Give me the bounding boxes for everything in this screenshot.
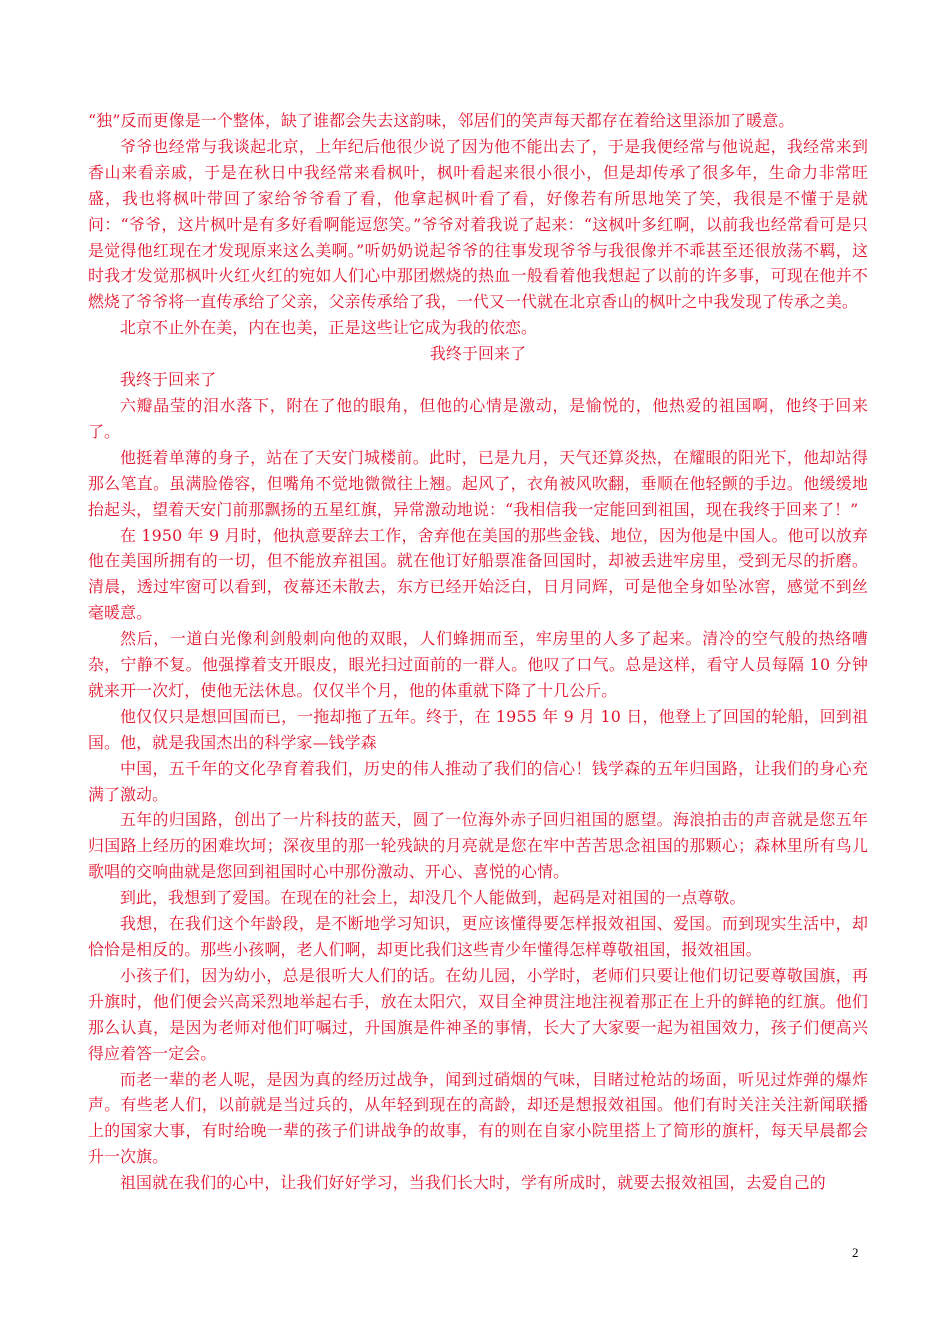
paragraph-tears: 六瓣晶莹的泪水落下，附在了他的眼角，但他的心情是激动，是愉悦的，他热爱的祖国啊，他终于回来了。 xyxy=(88,395,868,441)
paragraph-patriotism: 到此，我想到了爱国。在现在的社会上，却没几个人能做到，起码是对祖国的一点尊敬。 xyxy=(120,888,746,908)
paragraph-1950: 在 1950 年 9 月时，他执意要辞去工作，舍弃他在美国的那些金钱、地位，因为他是中国人。他可以放弃他在美国所拥有的一切，但不能放弃祖国。就在他订好船票准备回国时，却被丢进牢房里，受到无尽的折磨。清晨，透过牢窗可以看到，夜幕还未散去，东方已经开始泛白，日月同辉，可是他全身如坠冰窖，感觉不到丝毫暖意。 xyxy=(88,525,868,623)
paragraph-tiananmen: 他挺着单薄的身子，站在了天安门城楼前。此时，已是九月，天气还算炎热，在耀眼的阳光下，他却站得那么笔直。虽满脸倦容，但嘴角不觉地微微往上翘。起风了，衣角被风吹翻，垂顺在他轻颤的手边。他缓缓地抬起头，望着天安门前那飘扬的五星红旗，异常激动地说：“我相信我一定能回到祖国，现在我终于回来了！” xyxy=(88,447,868,519)
paragraph-children: 小孩子们，因为幼小，总是很听大人们的话。在幼儿园，小学时，老师们只要让他们切记要尊敬国旗，再升旗时，他们便会兴高采烈地举起右手，放在太阳穴，双目全神贯注地注视着那正在上升的鲜艳的红旗。他们那么认真，是因为老师对他们叮嘱过，升国旗是件神圣的事情，长大了大家要一起为祖国效力，孩子们便高兴得应着答一定会。 xyxy=(88,965,868,1063)
paragraph-five-thousand-years: 中国，五千年的文化孕育着我们，历史的伟人推动了我们的信心！钱学森的五年归国路，让我们的身心充满了激动。 xyxy=(88,758,868,804)
essay-opening-line: 我终于回来了 xyxy=(120,370,217,390)
paragraph-our-age: 我想，在我们这个年龄段，是不断地学习知识，更应该懂得要怎样报效祖国、爱国。而到现实生活中，却恰恰是相反的。那些小孩啊，老人们啊，却更比我们这些青少年懂得怎样尊敬祖国，报效祖国。 xyxy=(88,914,868,959)
paragraph-return-journey: 五年的归国路，创出了一片科技的蓝天，圆了一位海外赤子回归祖国的愿望。海浪拍击的声音就是您五年归国路上经历的困难坎坷；深夜里的那一轮残缺的月亮就是您在牢中苦苦思念祖国的那颗心；森林里所有鸟儿歌唱的交响曲就是您回到祖国时心中那份激动、开心、喜悦的心情。 xyxy=(88,810,868,882)
paragraph-elders: 而老一辈的老人呢，是因为真的经历过战争，闻到过硝烟的气味，目睹过枪站的场面，听见过炸弹的爆炸声。有些老人们，以前就是当过兵的，从年轻到现在的高龄，却还是想报效祖国。他们有时关注关注新闻联播上的国家大事，有时给晚一辈的孩子们讲战争的故事，有的则在自家小院里搭上了简形的旗杆，每天早晨都会升一次旗。 xyxy=(88,1069,868,1167)
paragraph-intro-continuation: “独”反而更像是一个整体，缺了谁都会失去这韵味，邻居们的笑声每天都存在着给这里添加了暖意。 xyxy=(88,111,795,130)
essay-title: 我终于回来了 xyxy=(429,344,527,364)
paragraph-beijing-conclusion: 北京不止外在美，内在也美，正是这些让它成为我的依恋。 xyxy=(120,318,538,338)
paragraph-closing: 祖国就在我们的心中，让我们好好学习，当我们长大时，学有所成时，就要去报效祖国，去爱自己的 xyxy=(120,1173,826,1193)
paragraph-1955-return: 他仅仅只是想回国而已，一拖却拖了五年。终于，在 1955 年 9 月 10 日，他登上了回国的轮船，回到祖国。他，就是我国杰出的科学家—钱学森 xyxy=(88,706,868,752)
page-number: 2 xyxy=(852,1245,859,1260)
paragraph-grandpa-maple-leaf: 爷爷也经常与我谈起北京，上年纪后他很少说了因为他不能出去了，于是我便经常与他说起，我经常来到香山来看亲戚，于是在秋日中我经常来看枫叶，枫叶看起来很小很小，但是却传承了很多年，生命力非常旺盛，我也将枫叶带回了家给爷爷看了看，他拿起枫叶看了看，好像若有所思地笑了笑，我很是不懂于是就问：“爷爷，这片枫叶是有多好看啊能逗您笑。”爷爷对着我说了起来：“这枫叶多红啊，以前我也经常看可是只是觉得他红现在才发现原来这么美啊。”听奶奶说起爷爷的往事发现爷爷与我很像并不乖甚至还很放荡不羁，这时我才发觉那枫叶火红火红的宛如人们心中那团燃烧的热血一般看着他我想起了以前的许多事，可现在他并不燃烧了爷爷将一直传承给了父亲，父亲传承给了我，一代又一代就在北京香山的枫叶之中我发现了传承之美。 xyxy=(88,136,868,312)
paragraph-prison: 然后，一道白光像利剑般刺向他的双眼，人们蜂拥而至，牢房里的人多了起来。清冷的空气般的热络嘈杂，宁静不复。他强撑着支开眼皮，眼光扫过面前的一群人。他叹了口气。总是这样，看守人员每隔 10 分钟就来开一次灯，使他无法休息。仅仅半个月，他的体重就下降了十几公斤。 xyxy=(88,629,868,700)
document-body xyxy=(88,108,868,1196)
